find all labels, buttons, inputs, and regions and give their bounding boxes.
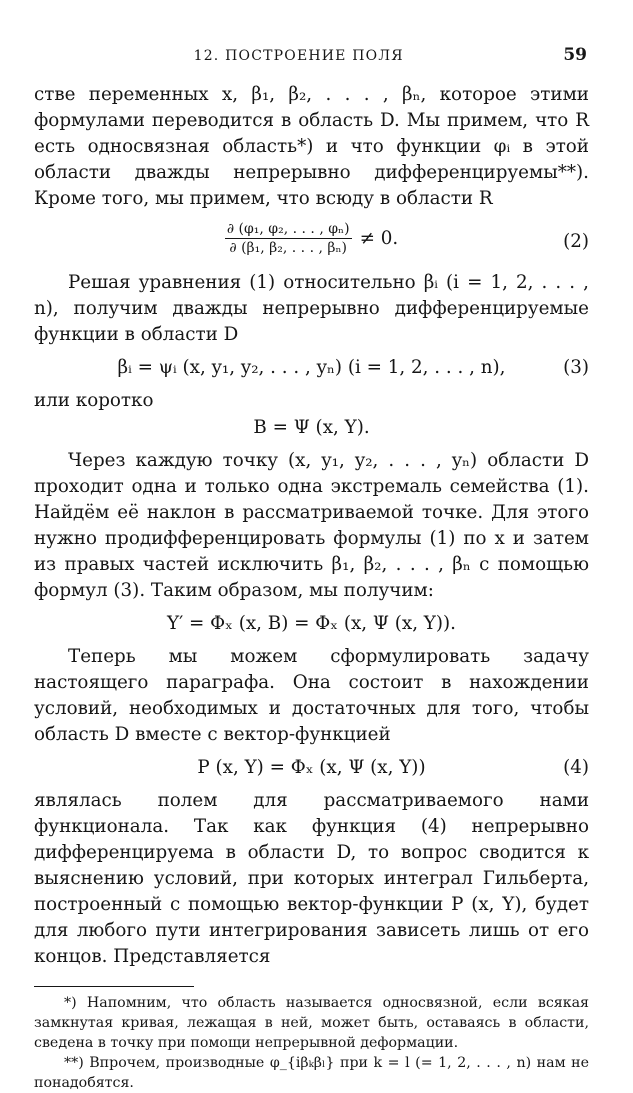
formula-4-text: P (x, Y) = Φₓ (x, Ψ (x, Y)) — [197, 757, 426, 778]
formula-3-text: βᵢ = ψᵢ (x, y₁, y₂, . . . , yₙ) (i = 1, 2, . . . , n), — [117, 357, 506, 378]
footnote-1: *) Напомним, что область называется односвязной, если всякая замкнутая кривая, лежащая в ней, может быть, оставаясь в области, сведена в точку при помощи непрерывной деформации. — [34, 995, 589, 1051]
equation-number-3: (3) — [563, 357, 589, 378]
footnote-2: **) Впрочем, производные φ_{iβₖβₗ} при k = l (= 1, 2, . . . , n) нам не понадобятся. — [34, 1055, 589, 1091]
formula-2 — [34, 220, 589, 264]
chapter-title: 12. ПОСТРОЕНИЕ ПОЛЯ — [193, 48, 404, 64]
formula-slope — [34, 610, 589, 638]
formula-short-text: B = Ψ (x, Y). — [253, 417, 370, 438]
jacobian-denominator: ∂ (β₁, β₂, . . . , βₙ) — [229, 240, 347, 256]
equation-number-2: (2) — [563, 231, 589, 252]
formula-4 — [34, 754, 589, 782]
paragraph-6: являлась полем для рассматриваемого нами функционала. Так как функция (4) непрерывно дифференцируема в области D, то вопрос сводится к выяснению условий, при которых интеграл Гильберта, построенный с помощью вектор-функции P (x, Y), будет для любого пути интегрирования зависеть лишь от его концов. Представляется — [34, 790, 589, 967]
formula-3 — [34, 354, 589, 382]
page-number: 59 — [563, 45, 587, 65]
equation-number-4: (4) — [563, 757, 589, 778]
paragraph-1: стве переменных x, β₁, β₂, . . . , βₙ, которое этими формулами переводится в область D. Мы примем, что R есть односвязная область*) и что функции φᵢ в этой области дважды непрерывно дифференцируемы**). Кроме того, мы примем, что всюду в области R — [34, 84, 589, 209]
paragraph-2: Решая уравнения (1) относительно βᵢ (i = 1, 2, . . . , n), получим дважды непрерывно дифференцируемые функции в области D — [34, 272, 589, 345]
jacobian-expression — [225, 220, 398, 257]
jacobian-numerator: ∂ (φ₁, φ₂, . . . , φₙ) — [226, 221, 350, 237]
formula-short — [34, 414, 589, 442]
paragraph-3: или коротко — [34, 390, 154, 411]
formula-slope-text: Y′ = Φₓ (x, B) = Φₓ (x, Ψ (x, Y)). — [167, 613, 456, 634]
running-header — [34, 42, 589, 68]
paragraph-4: Через каждую точку (x, y₁, y₂, . . . , yₙ) области D проходит одна и только одна экстремаль семейства (1). Найдём её наклон в рассматриваемой точке. Для этого нужно продифференцировать формулы (1) по x и затем из правых частей исключить β₁, β₂, . . . , βₙ с помощью формул (3). Таким образом, мы получим: — [34, 450, 589, 601]
footnote-rule — [34, 986, 194, 987]
jacobian-rhs: ≠ 0. — [359, 227, 399, 249]
paragraph-5: Теперь мы можем сформулировать задачу настоящего параграфа. Она состоит в нахождении условий, необходимых и достаточных для того, чтобы область D вместе с вектор-функцией — [34, 646, 589, 745]
